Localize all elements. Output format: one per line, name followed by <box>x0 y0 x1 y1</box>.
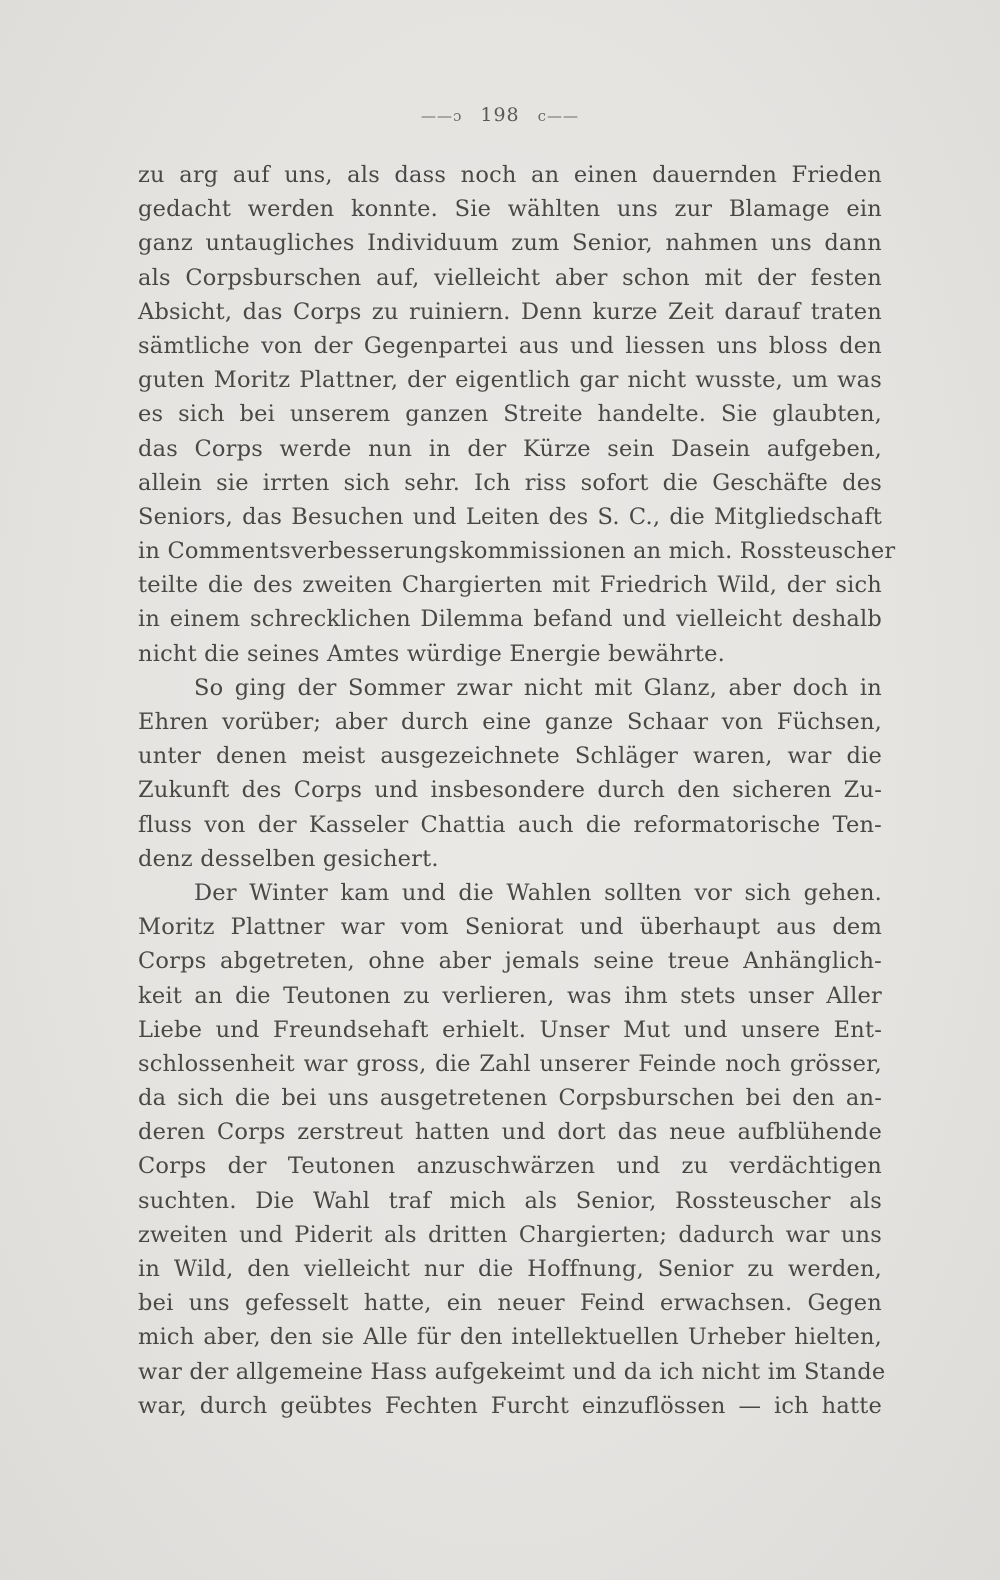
text-line: in Wild, den vielleicht nur die Hoffnung, Senior zu werden, <box>138 1256 882 1282</box>
text-line: zu arg auf uns, als dass noch an einen dauernden Frieden <box>138 162 882 188</box>
text-line: allein sie irrten sich sehr. Ich riss sofort die Geschäfte des <box>138 469 882 496</box>
text-line: Ehren vorüber; aber durch eine ganze Schaar von Füchsen, <box>138 709 882 735</box>
text-line: Liebe und Freundsehaft erhielt. Unser Mut und unsere Ent- <box>138 1016 882 1043</box>
page-number: 198 <box>480 104 520 126</box>
text-line: ganz untaugliches Individuum zum Senior, nahmen uns dann <box>138 230 882 257</box>
page-header <box>0 104 1000 126</box>
body-text <box>138 158 896 1423</box>
text-line: Absicht, das Corps zu ruiniern. Denn kurze Zeit darauf traten <box>138 298 882 325</box>
text-line: zweiten und Piderit als dritten Chargierten; dadurch war uns <box>138 1221 882 1248</box>
text-line: denz desselben gesichert. <box>138 845 439 872</box>
text-line: Zukunft des Corps und insbesondere durch den sicheren Zu- <box>138 777 882 804</box>
ornament-left: ——ɔ <box>420 107 463 125</box>
text-line: teilte die des zweiten Chargierten mit Friedrich Wild, der sich <box>138 572 882 599</box>
text-line: Corps der Teutonen anzuschwärzen und zu verdächtigen <box>138 1153 882 1180</box>
text-line: fluss von der Kasseler Chattia auch die reformatorische Ten- <box>138 811 882 838</box>
text-line: mich aber, den sie Alle für den intellektuellen Urheber hielten, <box>138 1324 882 1351</box>
text-line: war der allgemeine Hass aufgekeimt und da ich nicht im Stande <box>138 1358 886 1385</box>
text-line: So ging der Sommer zwar nicht mit Glanz, aber doch in <box>194 674 882 701</box>
text-line: schlossenheit war gross, die Zahl unserer Feinde noch grösser, <box>138 1050 882 1077</box>
text-line: Seniors, das Besuchen und Leiten des S. C., die Mitgliedschaft <box>138 503 882 530</box>
text-line: bei uns gefesselt hatte, ein neuer Feind erwachsen. Gegen <box>138 1290 882 1317</box>
text-line: Corps abgetreten, ohne aber jemals seine treue Anhänglich- <box>138 948 882 975</box>
text-line: Der Winter kam und die Wahlen sollten vor sich gehen. <box>194 879 882 906</box>
text-line: sämtliche von der Gegenpartei aus und liessen uns bloss den <box>138 332 882 359</box>
text-line: es sich bei unserem ganzen Streite handelte. Sie glaubten, <box>138 401 882 428</box>
text-line: keit an die Teutonen zu verlieren, was ihm stets unser Aller <box>138 982 882 1009</box>
text-line: unter denen meist ausgezeichnete Schläger waren, war die <box>138 743 882 770</box>
text-line: nicht die seines Amtes würdige Energie bewährte. <box>138 640 726 667</box>
text-line: guten Moritz Plattner, der eigentlich gar nicht wusste, um was <box>138 367 882 394</box>
text-line: suchten. Die Wahl traf mich als Senior, Rossteuscher als <box>138 1187 882 1214</box>
text-line: da sich die bei uns ausgetretenen Corpsburschen bei den an- <box>138 1085 882 1112</box>
text-line: in einem schrecklichen Dilemma befand und vielleicht deshalb <box>138 606 882 633</box>
text-line: als Corpsburschen auf, vielleicht aber schon mit der festen <box>138 264 882 291</box>
text-line: das Corps werde nun in der Kürze sein Dasein aufgeben, <box>138 435 882 462</box>
text-line: gedacht werden konnte. Sie wählten uns zur Blamage ein <box>138 196 882 223</box>
ornament-right: c—— <box>537 107 580 125</box>
text-line: Moritz Plattner war vom Seniorat und überhaupt aus dem <box>138 914 882 941</box>
text-line: deren Corps zerstreut hatten und dort das neue aufblühende <box>138 1119 882 1146</box>
text-line: in Commentsverbesserungskommissionen an mich. Rossteuscher <box>138 538 896 565</box>
text-line: war, durch geübtes Fechten Furcht einzuflössen — ich hatte <box>138 1392 882 1419</box>
